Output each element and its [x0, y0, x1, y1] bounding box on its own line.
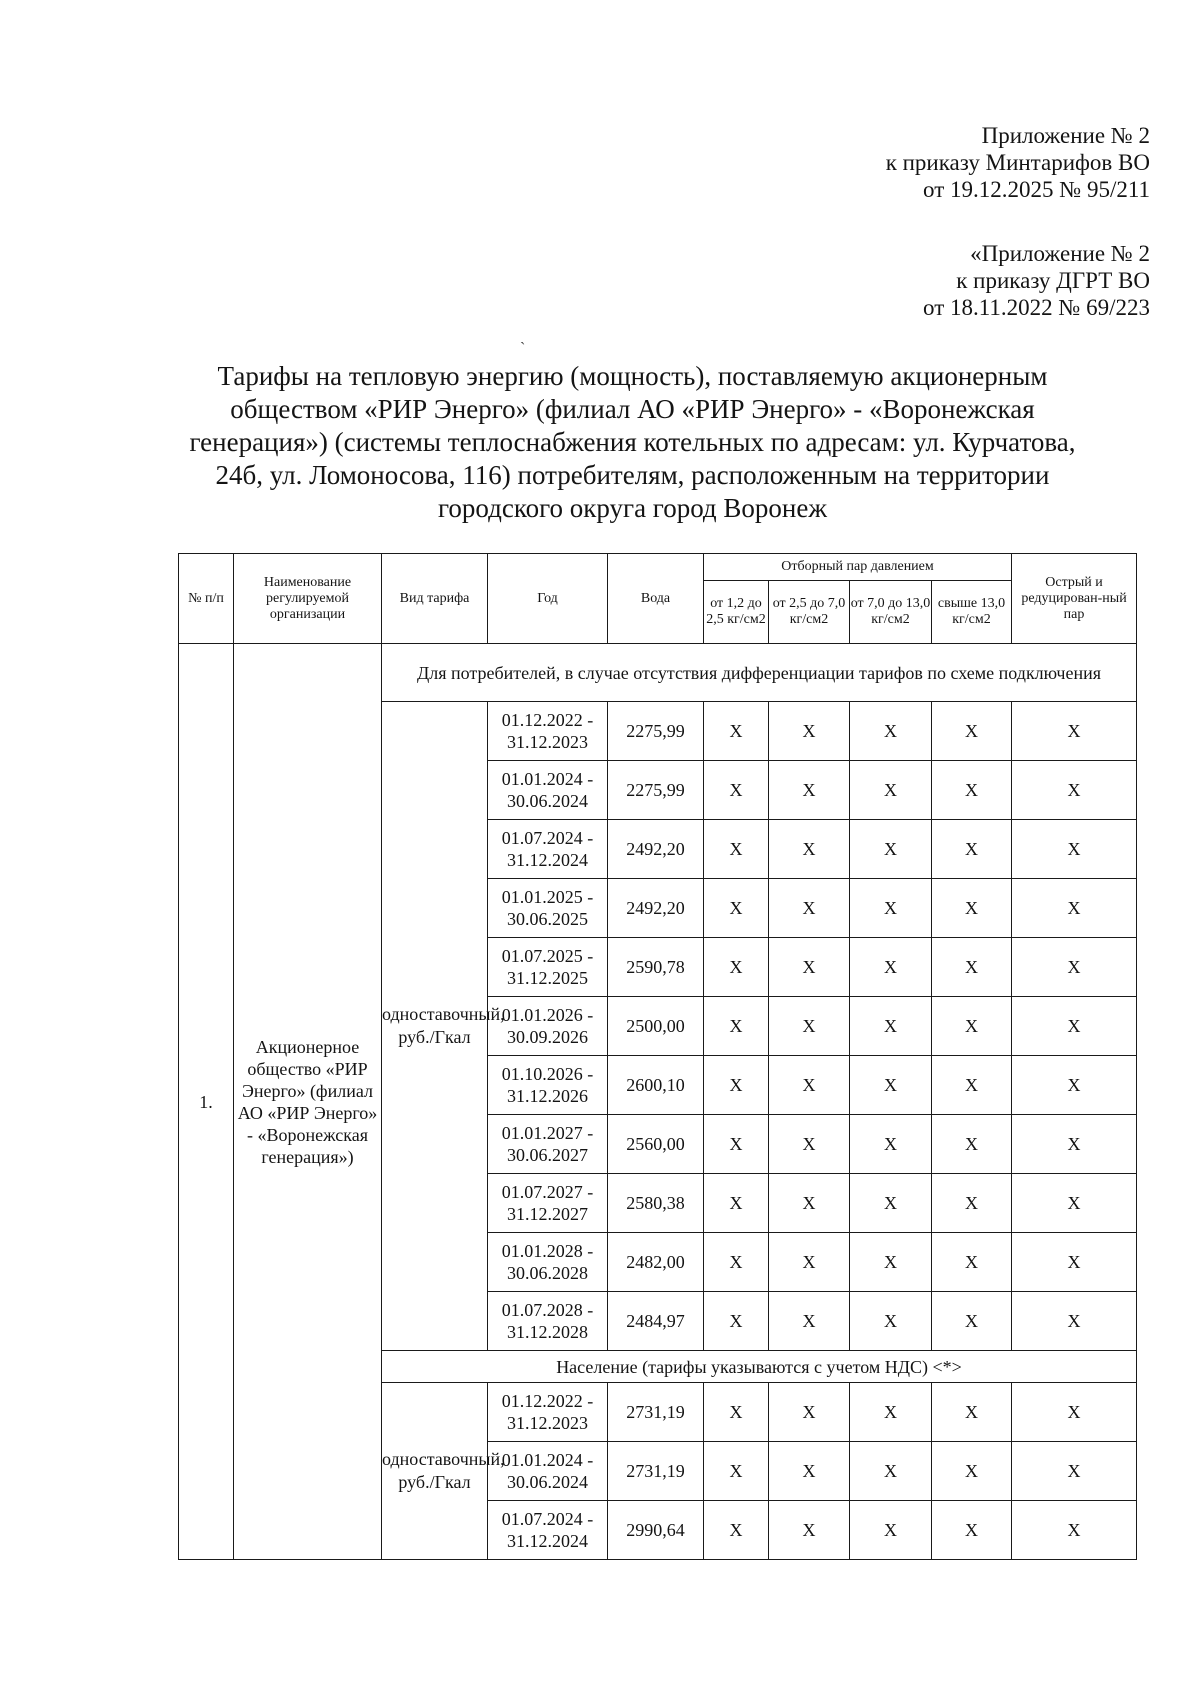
steam-cell: Х [704, 1115, 769, 1174]
header-steam-3: от 7,0 до 13,0 кг/см2 [850, 581, 932, 644]
tariff-table [178, 553, 1137, 1560]
section-title: Для потребителей, в случае отсутствия дифференциации тарифов по схеме подключения [382, 644, 1137, 702]
sharp-cell: Х [1012, 1292, 1137, 1351]
steam-cell: Х [850, 820, 932, 879]
sharp-cell: Х [1012, 1442, 1137, 1501]
steam-cell: Х [850, 938, 932, 997]
steam-cell: Х [850, 1233, 932, 1292]
steam-cell: Х [932, 879, 1012, 938]
steam-cell: Х [932, 1442, 1012, 1501]
steam-cell: Х [769, 1174, 850, 1233]
steam-cell: Х [932, 938, 1012, 997]
steam-cell: Х [704, 1501, 769, 1560]
year-cell: 01.12.2022 - 31.12.2023 [488, 702, 608, 761]
water-cell: 2275,99 [608, 761, 704, 820]
year-cell: 01.07.2024 - 31.12.2024 [488, 1501, 608, 1560]
title-line: 24б, ул. Ломоносова, 116) потребителям, расположенным на территории [215, 460, 1050, 490]
steam-cell: Х [769, 1115, 850, 1174]
title-line: Тарифы на тепловую энергию (мощность), поставляемую акционерным [217, 361, 1048, 391]
tariff-kind: одноставочный, руб./Гкал [382, 1383, 488, 1560]
steam-cell: Х [850, 879, 932, 938]
steam-cell: Х [850, 1442, 932, 1501]
title-line: обществом «РИР Энерго» (филиал АО «РИР Энерго» - «Воронежская [230, 394, 1035, 424]
steam-cell: Х [704, 1174, 769, 1233]
steam-cell: Х [932, 761, 1012, 820]
organization-name: Акционерное общество «РИР Энерго» (филиал АО «РИР Энерго» - «Воронежская генерация») [234, 644, 382, 1560]
steam-cell: Х [850, 761, 932, 820]
steam-cell: Х [704, 997, 769, 1056]
header-line: к приказу Минтарифов ВО [885, 150, 1150, 175]
header-steam-4: свыше 13,0 кг/см2 [932, 581, 1012, 644]
water-cell: 2484,97 [608, 1292, 704, 1351]
steam-cell: Х [769, 702, 850, 761]
header-line: от 19.12.2025 № 95/211 [923, 177, 1150, 202]
steam-cell: Х [850, 702, 932, 761]
year-cell: 01.07.2027 - 31.12.2027 [488, 1174, 608, 1233]
sharp-cell: Х [1012, 1233, 1137, 1292]
steam-cell: Х [850, 1383, 932, 1442]
steam-cell: Х [932, 820, 1012, 879]
sharp-cell: Х [1012, 1056, 1137, 1115]
sharp-cell: Х [1012, 1174, 1137, 1233]
steam-cell: Х [850, 1174, 932, 1233]
steam-cell: Х [704, 1292, 769, 1351]
steam-cell: Х [932, 1115, 1012, 1174]
steam-cell: Х [704, 1233, 769, 1292]
title-line: генерация») (системы теплоснабжения котельных по адресам: ул. Курчатова, [189, 427, 1076, 457]
sharp-cell: Х [1012, 1501, 1137, 1560]
header-line: от 18.11.2022 № 69/223 [923, 295, 1150, 320]
water-cell: 2580,38 [608, 1174, 704, 1233]
year-cell: 01.01.2025 - 30.06.2025 [488, 879, 608, 938]
steam-cell: Х [850, 1501, 932, 1560]
steam-cell: Х [932, 997, 1012, 1056]
steam-cell: Х [769, 997, 850, 1056]
sharp-cell: Х [1012, 997, 1137, 1056]
year-cell: 01.07.2024 - 31.12.2024 [488, 820, 608, 879]
document-title [160, 360, 1105, 525]
steam-cell: Х [769, 1233, 850, 1292]
approval-header [886, 122, 1150, 203]
water-cell: 2590,78 [608, 938, 704, 997]
water-cell: 2492,20 [608, 820, 704, 879]
water-cell: 2500,00 [608, 997, 704, 1056]
steam-cell: Х [704, 702, 769, 761]
steam-cell: Х [769, 761, 850, 820]
steam-cell: Х [850, 1056, 932, 1115]
header-steam-1: от 1,2 до 2,5 кг/см2 [704, 581, 769, 644]
row-number: 1. [179, 644, 234, 1560]
steam-cell: Х [769, 820, 850, 879]
steam-cell: Х [769, 1383, 850, 1442]
water-cell: 2275,99 [608, 702, 704, 761]
steam-cell: Х [769, 879, 850, 938]
sharp-cell: Х [1012, 879, 1137, 938]
steam-cell: Х [769, 1292, 850, 1351]
sharp-cell: Х [1012, 761, 1137, 820]
year-cell: 01.12.2022 - 31.12.2023 [488, 1383, 608, 1442]
year-cell: 01.10.2026 - 31.12.2026 [488, 1056, 608, 1115]
sharp-cell: Х [1012, 820, 1137, 879]
steam-cell: Х [704, 879, 769, 938]
water-cell: 2560,00 [608, 1115, 704, 1174]
sharp-cell: Х [1012, 702, 1137, 761]
steam-cell: Х [769, 1056, 850, 1115]
steam-cell: Х [932, 1233, 1012, 1292]
steam-cell: Х [932, 1056, 1012, 1115]
steam-cell: Х [769, 1501, 850, 1560]
water-cell: 2731,19 [608, 1442, 704, 1501]
header-organization: Наименование регулируемой организации [234, 554, 382, 644]
water-cell: 2990,64 [608, 1501, 704, 1560]
steam-cell: Х [932, 1174, 1012, 1233]
water-cell: 2492,20 [608, 879, 704, 938]
year-cell: 01.01.2027 - 30.06.2027 [488, 1115, 608, 1174]
water-cell: 2731,19 [608, 1383, 704, 1442]
steam-cell: Х [850, 1292, 932, 1351]
header-steam-2: от 2,5 до 7,0 кг/см2 [769, 581, 850, 644]
steam-cell: Х [850, 997, 932, 1056]
year-cell: 01.01.2024 - 30.06.2024 [488, 761, 608, 820]
header-line: «Приложение № 2 [970, 241, 1150, 266]
water-cell: 2482,00 [608, 1233, 704, 1292]
title-line: городского округа город Воронеж [437, 493, 828, 523]
steam-cell: Х [932, 1501, 1012, 1560]
header-year: Год [488, 554, 608, 644]
sharp-cell: Х [1012, 1383, 1137, 1442]
header-steam-group: Отборный пар давлением [704, 554, 1012, 581]
steam-cell: Х [704, 761, 769, 820]
steam-cell: Х [769, 938, 850, 997]
header-num: № п/п [179, 554, 234, 644]
sharp-cell: Х [1012, 938, 1137, 997]
header-sharp-steam: Острый и редуцирован-ный пар [1012, 554, 1137, 644]
steam-cell: Х [704, 1056, 769, 1115]
tariff-kind: одноставочный, руб./Гкал [382, 702, 488, 1351]
steam-cell: Х [704, 1383, 769, 1442]
year-cell: 01.07.2025 - 31.12.2025 [488, 938, 608, 997]
steam-cell: Х [932, 1383, 1012, 1442]
original-approval-header [923, 240, 1150, 321]
steam-cell: Х [704, 938, 769, 997]
year-cell: 01.01.2028 - 30.06.2028 [488, 1233, 608, 1292]
year-cell: 01.01.2026 - 30.09.2026 [488, 997, 608, 1056]
header-water: Вода [608, 554, 704, 644]
year-cell: 01.07.2028 - 31.12.2028 [488, 1292, 608, 1351]
steam-cell: Х [704, 820, 769, 879]
steam-cell: Х [932, 1292, 1012, 1351]
steam-cell: Х [704, 1442, 769, 1501]
scan-mark: ˏ [520, 328, 526, 345]
section-title: Население (тарифы указываются с учетом НДС) <*> [382, 1351, 1137, 1383]
steam-cell: Х [850, 1115, 932, 1174]
header-tariff-kind: Вид тарифа [382, 554, 488, 644]
water-cell: 2600,10 [608, 1056, 704, 1115]
steam-cell: Х [932, 702, 1012, 761]
sharp-cell: Х [1012, 1115, 1137, 1174]
steam-cell: Х [769, 1442, 850, 1501]
header-line: Приложение № 2 [981, 123, 1150, 148]
header-line: к приказу ДГРТ ВО [956, 268, 1150, 293]
year-cell: 01.01.2024 - 30.06.2024 [488, 1442, 608, 1501]
